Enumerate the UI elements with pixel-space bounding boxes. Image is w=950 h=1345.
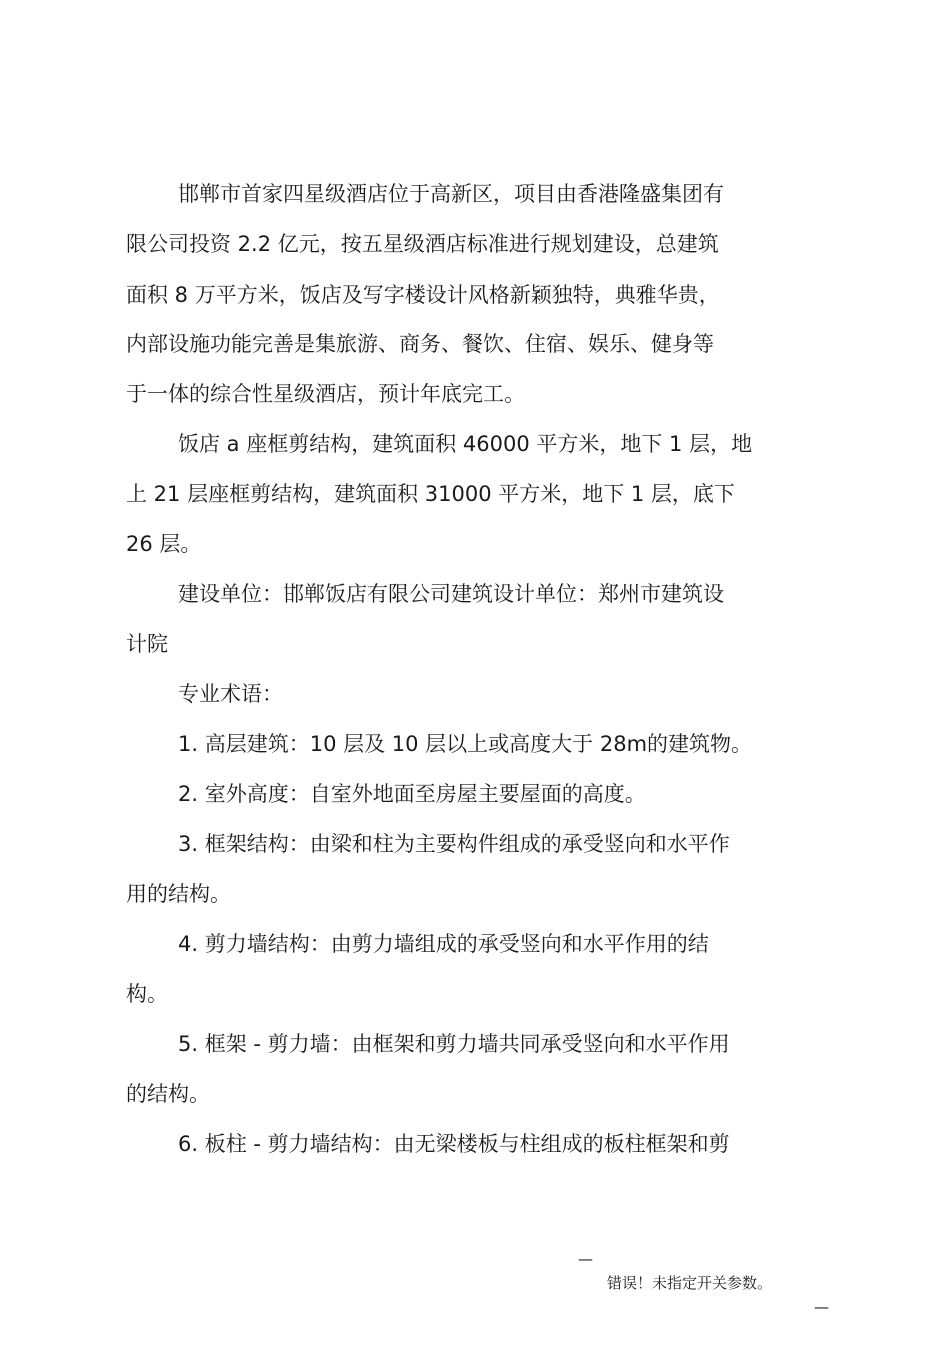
body-text-line: 建设单位：邯郸饭店有限公司建筑设计单位：郑州市建筑设 (178, 582, 724, 606)
list-item-continuation: 的结构。 (126, 1082, 210, 1106)
list-item: 6. 板柱 - 剪力墙结构：由无梁楼板与柱组成的板柱框架和剪 (178, 1132, 730, 1156)
footer-dash-right: — (814, 1298, 829, 1316)
body-text-line: 于一体的综合性星级酒店，预计年底完工。 (126, 382, 525, 406)
body-text-line: 26 层。 (126, 532, 202, 556)
body-text-line: 面积 8 万平方米，饭店及写字楼设计风格新颖独特，典雅华贵， (126, 283, 720, 307)
footer-dash-left: — (578, 1250, 593, 1268)
body-text-line: 限公司投资 2.2 亿元，按五星级酒店标准进行规划建设，总建筑 (126, 232, 719, 256)
list-item: 3. 框架结构：由梁和柱为主要构件组成的承受竖向和水平作 (178, 832, 730, 856)
footer-error-text: 错误！未指定开关参数。 (607, 1274, 773, 1292)
list-item-continuation: 用的结构。 (126, 882, 231, 906)
list-item: 2. 室外高度：自室外地面至房屋主要屋面的高度。 (178, 782, 646, 806)
body-text-line: 邯郸市首家四星级酒店位于高新区，项目由香港隆盛集团有 (178, 182, 724, 206)
body-text-line: 计院 (126, 632, 168, 656)
body-text-line: 上 21 层座框剪结构，建筑面积 31000 平方米，地下 1 层，底下 (126, 482, 735, 506)
list-item: 5. 框架 - 剪力墙：由框架和剪力墙共同承受竖向和水平作用 (178, 1032, 730, 1056)
list-item: 1. 高层建筑：10 层及 10 层以上或高度大于 28m的建筑物。 (178, 732, 753, 756)
section-heading: 专业术语： (178, 682, 283, 706)
page-footer (0, 1223, 950, 1343)
list-item: 4. 剪力墙结构：由剪力墙组成的承受竖向和水平作用的结 (178, 932, 709, 956)
body-text-line: 内部设施功能完善是集旅游、商务、餐饮、住宿、娱乐、健身等 (126, 332, 714, 356)
list-item-continuation: 构。 (126, 982, 168, 1006)
body-text-line: 饭店 a 座框剪结构，建筑面积 46000 平方米，地下 1 层，地 (178, 432, 753, 456)
